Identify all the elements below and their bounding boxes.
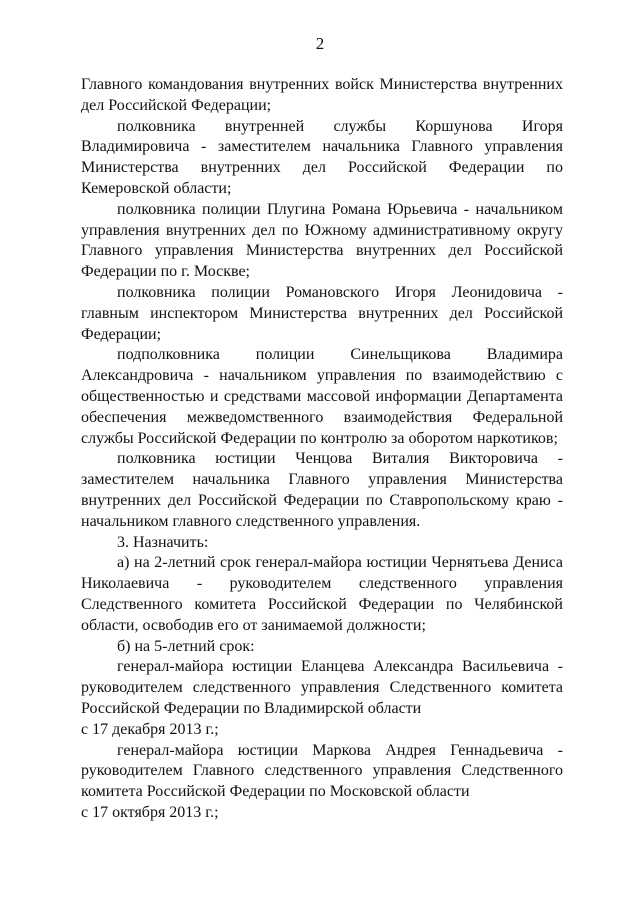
paragraph-korshunov: полковника внутренней службы Коршунова Игоря Владимировича - заместителем начальника Главного управления Министерства внутренних дел Российской Федерации по Кемеровской области; (81, 117, 563, 197)
paragraph-chentsov: полковника юстиции Ченцова Виталия Викторовича - заместителем начальника Главного управления Министерства внутренних дел Российской Федерации по Ставропольскому краю - начальником главного следственного управления. (81, 450, 563, 530)
paragraph-elantsev-date: с 17 декабря 2013 г.; (81, 720, 219, 738)
paragraph-markov-date: с 17 октября 2013 г.; (81, 803, 219, 821)
paragraph-chernyatyev: а) на 2-летний срок генерал-майора юстиции Чернятьева Дениса Николаевича - руководителем следственного управления Следственного комитета Российской Федерации по Челябинской области, освободив его от занимаемой должности; (81, 554, 563, 634)
paragraph-five-year-term: б) на 5-летний срок: (117, 637, 255, 655)
paragraph-main-command: Главного командования внутренних войск Министерства внутренних дел Российской Федерации; (81, 76, 563, 114)
paragraph-markov: генерал-майора юстиции Маркова Андрея Геннадьевича - руководителем Главного следственного управления Следственного комитета Российской Федерации по Московской области (81, 741, 563, 801)
document-body (81, 75, 563, 824)
paragraph-appoint-heading: 3. Назначить: (117, 533, 209, 551)
page-number: 2 (315, 34, 325, 53)
paragraph-sinelshchikov: подполковника полиции Синельщикова Владимира Александровича - начальником управления по взаимодействию с общественностью и средствами массовой информации Департамента обеспечения межведомственного взаимодействия Федеральной службы Российской Федерации по контролю за оборотом наркотиков; (81, 346, 563, 447)
paragraph-plugin: полковника полиции Плугина Романа Юрьевича - начальником управления внутренних дел по Южному административному округу Главного управления Министерства внутренних дел Российской Федерации по г. Москве; (81, 200, 563, 281)
paragraph-romanovsky: полковника полиции Романовского Игоря Леонидовича - главным инспектором Министерства внутренних дел Российской Федерации; (81, 283, 563, 343)
paragraph-elantsev: генерал-майора юстиции Еланцева Александра Васильевича - руководителем следственного управления Следственного комитета Российской Федерации по Владимирской области (81, 658, 563, 717)
